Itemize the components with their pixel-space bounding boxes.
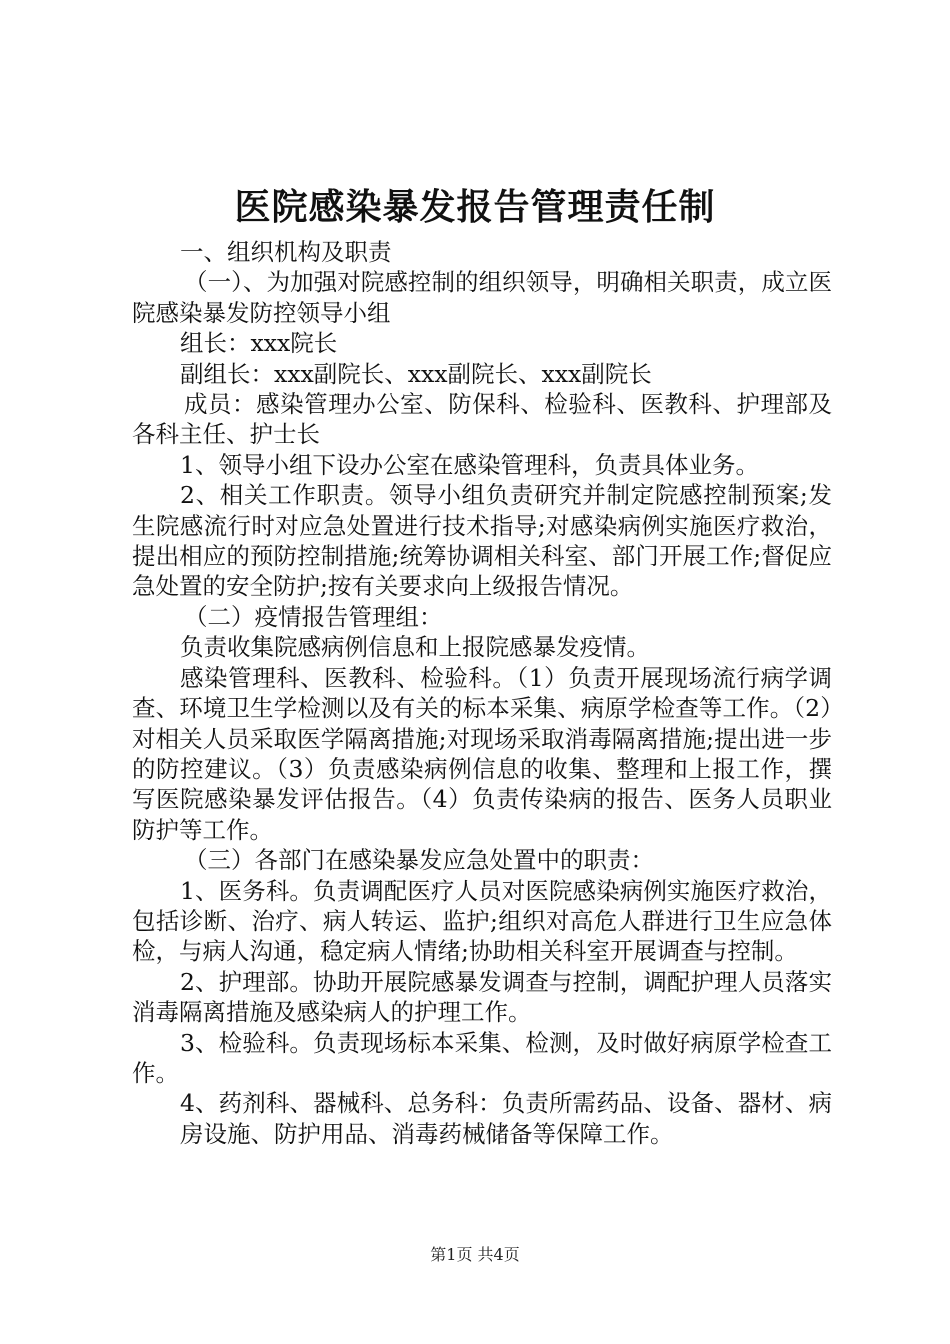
- paragraph: 负责收集院感病例信息和上报院感暴发疫情。: [180, 633, 650, 662]
- paragraph: 2、相关工作职责。领导小组负责研究并制定院感控制预案;发生院感流行时对应急处置进行技术指导;对感染病例实施医疗救治，提出相应的预防控制措施;统筹协调相关科室、部门开展工作;督促应急处置的安全防护;按有关要求向上级报告情况。: [132, 481, 832, 601]
- paragraph: 1、医务科。负责调配医疗人员对医院感染病例实施医疗救治，包括诊断、治疗、病人转运、监护;组织对高危人群进行卫生应急体检，与病人沟通，稳定病人情绪;协助相关科室开展调查与控制。: [132, 876, 832, 966]
- paragraph: （一）、为加强对院感控制的组织领导，明确相关职责，成立医院感染暴发防控领导小组: [132, 268, 832, 327]
- paragraph: 2、护理部。协助开展院感暴发调查与控制，调配护理人员落实消毒隔离措施及感染病人的护理工作。: [132, 967, 832, 1027]
- page-footer: 第1页 共4页: [430, 1245, 520, 1264]
- section-heading: 一、组织机构及职责: [180, 238, 392, 266]
- paragraph: 成员：感染管理办公室、防保科、检验科、医教科、护理部及各科主任、护士长: [132, 390, 832, 449]
- document-title: 医院感染暴发报告管理责任制: [234, 186, 716, 228]
- paragraph: 组长：xxx院长: [180, 329, 338, 358]
- subsection-heading: （三）各部门在感染暴发应急处置中的职责：: [184, 846, 654, 875]
- paragraph: 4、药剂科、器械科、总务科：负责所需药品、设备、器材、病房设施、防护用品、消毒药械储备等保障工作。: [180, 1089, 832, 1148]
- paragraph: 1、领导小组下设办公室在感染管理科，负责具体业务。: [180, 450, 759, 479]
- document-body: [132, 237, 832, 1149]
- paragraph: 3、检验科。负责现场标本采集、检测，及时做好病原学检查工作。: [132, 1028, 832, 1087]
- paragraph: 感染管理科、医教科、检验科。（1）负责开展现场流行病学调查、环境卫生学检测以及有关的标本采集、病原学检查等工作。（2）对相关人员采取医学隔离措施;对现场采取消毒隔离措施;提出进一步的防控建议。（3）负责感染病例信息的收集、整理和上报工作，撰写医院感染暴发评估报告。（4）负责传染病的报告、医务人员职业防护等工作。: [132, 663, 832, 844]
- paragraph: 副组长：xxx副院长、xxx副院长、xxx副院长: [180, 359, 652, 388]
- subsection-heading: （二）疫情报告管理组：: [184, 602, 443, 631]
